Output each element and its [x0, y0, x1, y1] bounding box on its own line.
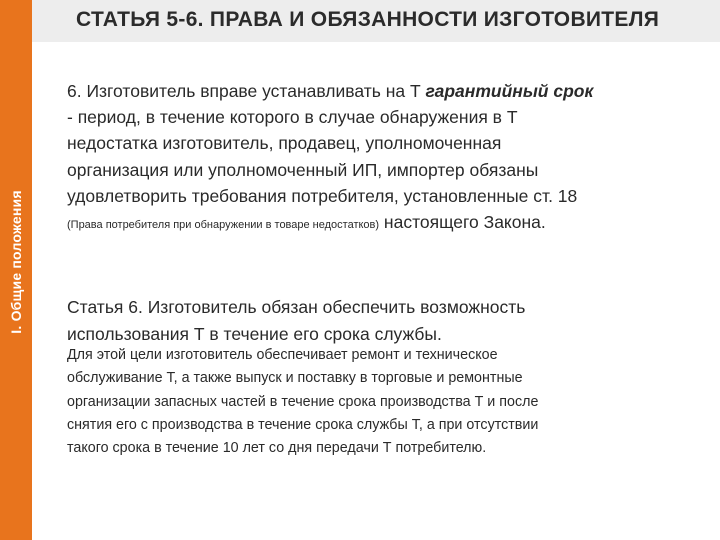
slide-header: [32, 0, 720, 42]
text-line: снятия его с производства в течение срока службы Т, а при отсутствии: [67, 416, 539, 433]
paragraph-warranty: [67, 78, 717, 238]
paragraph-article-6: [67, 294, 707, 348]
slide-content: [67, 78, 717, 457]
text-line: 6. Изготовитель вправе устанавливать на Т: [67, 81, 426, 101]
text-line: Статья 6. Изготовитель обязан обеспечить возможность: [67, 297, 526, 317]
text-line: обслуживание Т, а также выпуск и поставку в торговые и ремонтные: [67, 370, 523, 387]
text-line: недостатка изготовитель, продавец, уполномоченная: [67, 133, 502, 154]
text-line: - период, в течение которого в случае обнаружения в Т: [67, 107, 518, 128]
text-line: Для этой цели изготовитель обеспечивает ремонт и техническое: [67, 347, 498, 363]
section-sidebar: [0, 0, 32, 540]
page-title: СТАТЬЯ 5-6. ПРАВА И ОБЯЗАННОСТИ ИЗГОТОВИТЕЛЯ: [76, 8, 660, 31]
text-line: настоящего Закона.: [379, 212, 546, 233]
text-line: использования Т в течение его срока службы.: [67, 324, 442, 344]
small-note: (Права потребителя при обнаружении в товаре недостатков): [67, 219, 380, 232]
emphasis-term: гарантийный срок: [425, 81, 594, 101]
text-line: организации запасных частей в течение срока производства Т и после: [67, 393, 539, 410]
text-line: организация или уполномоченный ИП, импортер обязаны: [67, 159, 539, 180]
section-label: I. Общие положения: [8, 190, 24, 334]
text-line: удовлетворить требования потребителя, установленные ст. 18: [67, 185, 578, 206]
paragraph-details: [67, 344, 707, 460]
text-line: такого срока в течение 10 лет со дня передачи Т потребителю.: [67, 440, 487, 457]
